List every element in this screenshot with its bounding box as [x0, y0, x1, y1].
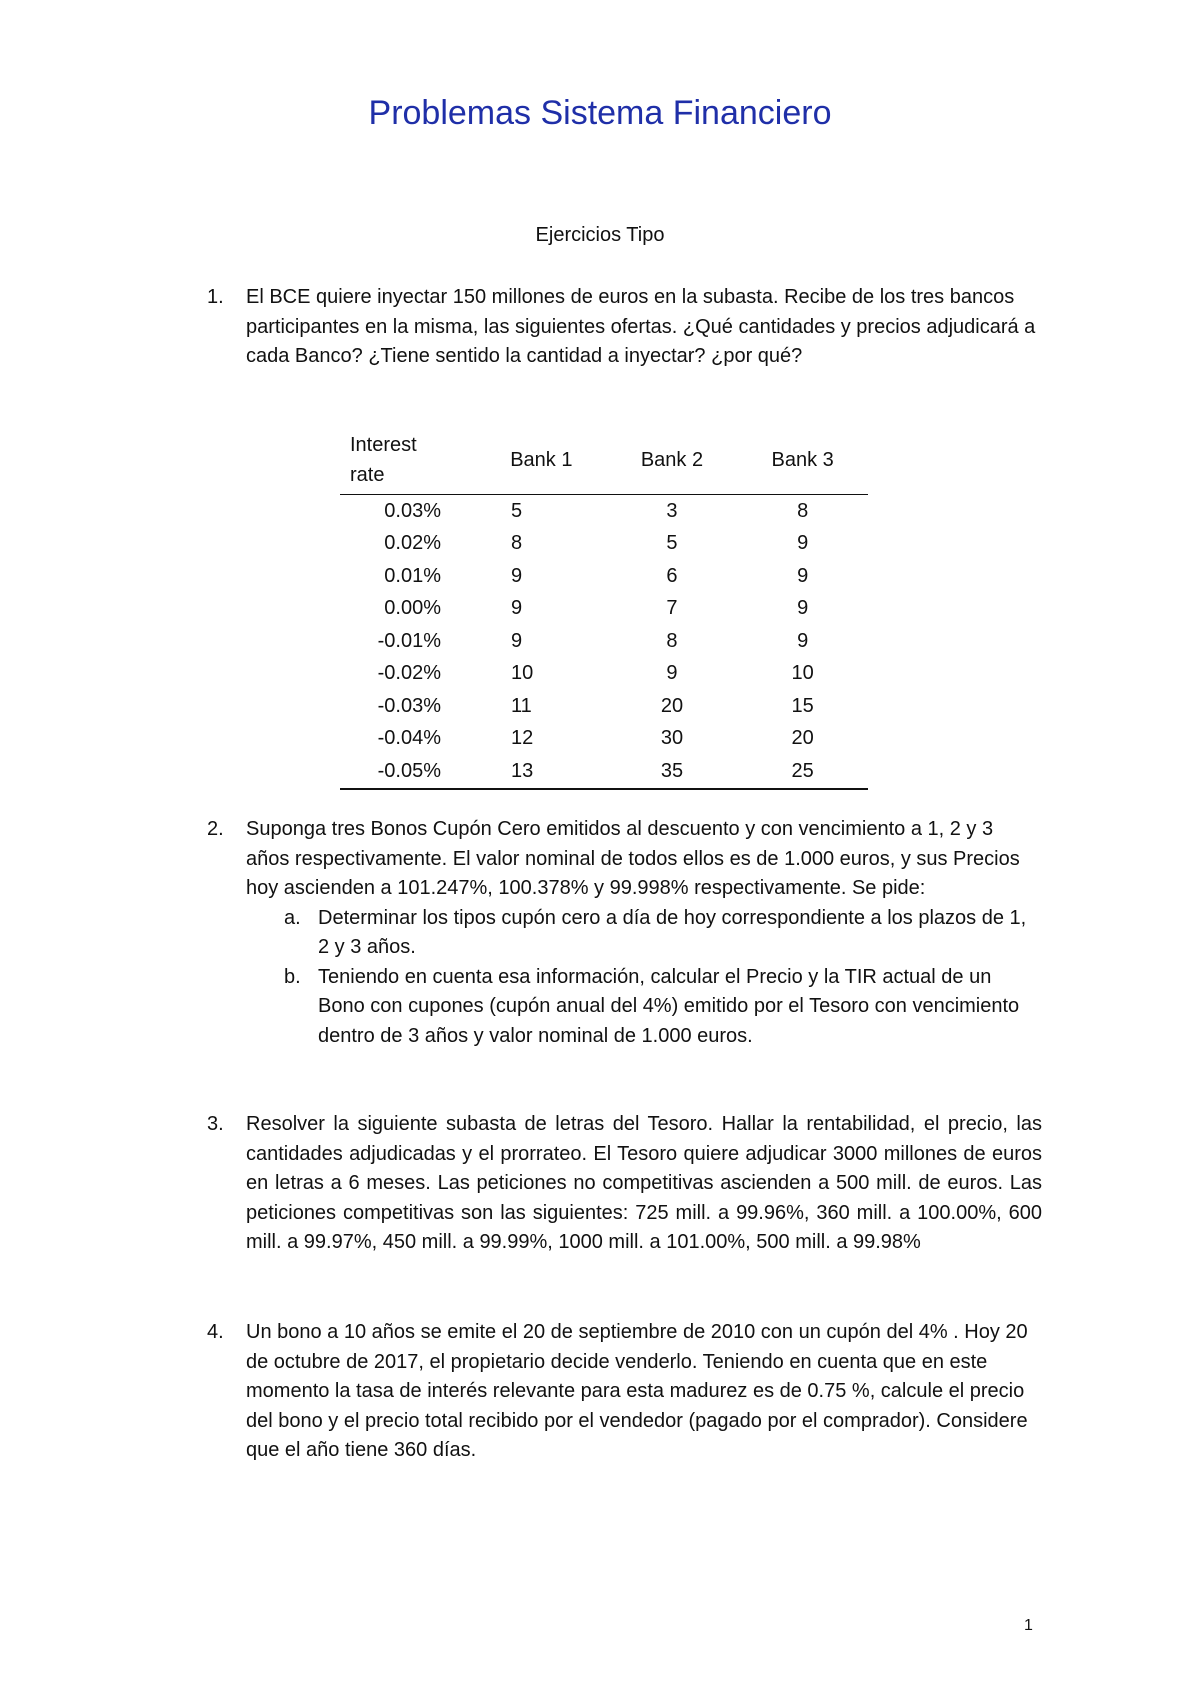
cell-bank-2: 35 — [660, 759, 684, 782]
cell-rate: -0.01% — [377, 629, 441, 652]
table-row — [340, 658, 868, 691]
table-row — [340, 593, 868, 626]
cell-bank-3: 9 — [797, 564, 809, 587]
table-row — [340, 723, 868, 756]
page-number: 1 — [1024, 1617, 1033, 1634]
section-subtitle: Ejercicios Tipo — [535, 224, 665, 246]
problem-2 — [207, 815, 1042, 1051]
cell-rate: 0.03% — [384, 499, 441, 522]
cell-bank-3: 10 — [791, 662, 814, 685]
auction-offers-table — [340, 430, 868, 790]
cell-bank-2: 5 — [666, 532, 678, 555]
sub-questions — [246, 904, 1042, 1052]
cell-bank-2: 7 — [666, 597, 678, 620]
page-title: Problemas Sistema Financiero — [368, 94, 832, 132]
sub-question-a — [246, 904, 1042, 963]
table-row — [340, 560, 868, 593]
problem-3 — [207, 1110, 1042, 1258]
problem-number: 3. — [207, 1113, 224, 1135]
cell-rate: -0.02% — [377, 662, 441, 685]
sub-letter: b. — [284, 965, 301, 988]
table-row — [340, 528, 868, 561]
problem-number: 4. — [207, 1321, 224, 1343]
cell-bank-3: 25 — [791, 759, 814, 782]
cell-bank-2: 6 — [666, 564, 678, 587]
sub-text: Teniendo en cuenta esa información, calcular el Precio y la TIR actual de un Bono con cupones (cupón anual del 4%) emitido por el Tesoro con vencimiento dentro de 3 años y valor nominal de 1.000 euros. — [318, 965, 1020, 1047]
cell-bank-3: 9 — [797, 597, 809, 620]
table-row — [340, 755, 868, 789]
cell-bank-3: 20 — [791, 727, 814, 750]
cell-bank-3: 9 — [797, 629, 809, 652]
cell-bank-1: 9 — [511, 597, 523, 620]
problem-text: Suponga tres Bonos Cupón Cero emitidos al descuento y con vencimiento a 1, 2 y 3 años respectivamente. El valor nominal de todos ellos es de 1.000 euros, y sus Precios hoy ascienden a 101.247%, 100.378% y 99.998% respectivamente. Se pide: — [246, 818, 1020, 899]
header-bank-2: Bank 2 — [640, 449, 704, 471]
table-header-row — [340, 430, 868, 495]
cell-bank-3: 8 — [797, 499, 809, 522]
table-row — [340, 625, 868, 658]
cell-bank-1: 11 — [511, 694, 532, 717]
cell-bank-1: 13 — [511, 759, 534, 782]
sub-question-b — [246, 963, 1042, 1052]
sub-text: Determinar los tipos cupón cero a día de hoy correspondiente a los plazos de 1, 2 y 3 años. — [318, 906, 1027, 958]
cell-bank-2: 3 — [666, 499, 678, 522]
sub-letter: a. — [284, 906, 301, 929]
cell-bank-2: 20 — [660, 694, 684, 717]
cell-bank-1: 10 — [511, 662, 534, 685]
problem-1 — [207, 283, 1042, 372]
header-rate-line2: rate — [350, 464, 385, 486]
table-row — [340, 495, 868, 528]
cell-rate: 0.01% — [384, 564, 441, 587]
cell-bank-1: 5 — [511, 499, 523, 522]
cell-rate: -0.04% — [377, 727, 441, 750]
header-rate-line1: Interest — [350, 434, 417, 456]
cell-bank-2: 30 — [660, 727, 684, 750]
header-interest-rate — [340, 430, 476, 495]
cell-rate: -0.05% — [377, 759, 441, 782]
problem-text: Un bono a 10 años se emite el 20 de septiembre de 2010 con un cupón del 4% . Hoy 20 de octubre de 2017, el propietario decide venderlo. Teniendo en cuenta que en este momento la tasa de interés relevante para esta madurez es de 0.75 %, calcule el precio del bono y el precio total recibido por el vendedor (pagado por el comprador). Considere que el año tiene 360 días. — [246, 1321, 1028, 1461]
problem-number: 1. — [207, 286, 224, 308]
problem-4 — [207, 1318, 1042, 1466]
table-row — [340, 690, 868, 723]
problem-text: El BCE quiere inyectar 150 millones de euros en la subasta. Recibe de los tres bancos participantes en la misma, las siguientes ofertas. ¿Qué cantidades y precios adjudicará a cada Banco? ¿Tiene sentido la cantidad a inyectar? ¿por qué? — [246, 286, 1036, 367]
cell-bank-1: 9 — [511, 629, 523, 652]
cell-bank-2: 8 — [666, 629, 678, 652]
problem-text: Resolver la siguiente subasta de letras del Tesoro. Hallar la rentabilidad, el precio, las cantidades adjudicadas y el prorrateo. El Tesoro quiere adjudicar 3000 millones de euros en letras a 6 meses. Las peticiones no competitivas ascienden a 500 mill. de euros. Las peticiones competitivas son las siguientes: 725 mill. a 99.96%, 360 mill. a 100.00%, 600 mill. a 99.97%, 450 mill. a 99.99%, 1000 mill. a 101.00%, 500 mill. a 99.98% — [246, 1113, 1042, 1253]
header-bank-1: Bank 1 — [510, 449, 573, 471]
cell-bank-3: 15 — [791, 694, 814, 717]
cell-rate: -0.03% — [377, 694, 441, 717]
header-bank-3: Bank 3 — [771, 449, 834, 471]
cell-bank-1: 12 — [511, 727, 534, 750]
cell-bank-2: 9 — [666, 662, 678, 685]
cell-bank-1: 8 — [511, 532, 523, 555]
cell-bank-1: 9 — [511, 564, 523, 587]
problem-number: 2. — [207, 818, 224, 840]
cell-rate: 0.02% — [384, 532, 441, 555]
cell-bank-3: 9 — [797, 532, 809, 555]
cell-rate: 0.00% — [384, 597, 441, 620]
